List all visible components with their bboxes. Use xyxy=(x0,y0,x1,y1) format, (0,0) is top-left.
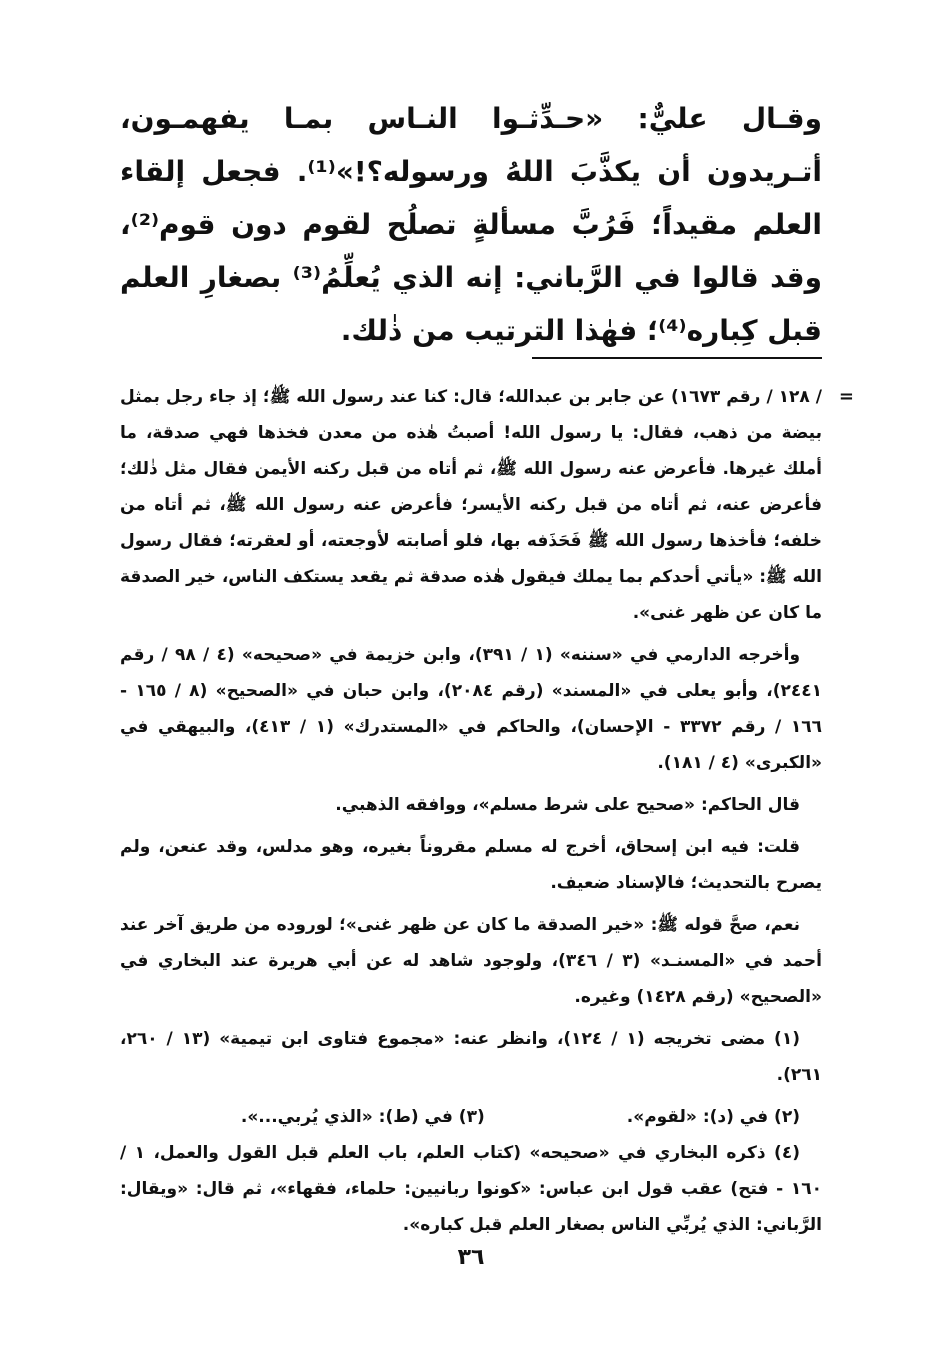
footnote-2-3-row xyxy=(120,1099,822,1135)
footnote-paragraph-takhrij: وأخرجه الدارمي في «سننه» (١ / ٣٩١)، وابن خزيمة في «صحيحه» (٤ / ٩٨ / رقم ٢٤٤١)، وأبو يعلى في «المسند» (رقم ٢٠٨٤)، وابن حبان في «الصحيح» (٨ / ١٦٥ - ١٦٦ / رقم ٣٣٧٢ - الإحسان)، والحاكم في «المستدرك» (١ / ٤١٣)، والبيهقي في «الكبرى» (٤ / ١٨١). xyxy=(120,645,823,773)
footnote-paragraph-qultu: قلت: فيه ابن إسحاق، أخرج له مسلم مقروناً بغيره، وهو مدلس، وقد عنعن، ولم يصرح بالتحديث؛ فالإسناد ضعيف. xyxy=(120,837,822,893)
footnote-divider-wrap xyxy=(120,357,822,379)
footnote-divider xyxy=(532,357,822,359)
footnote-1: (١) مضى تخريجه (١ / ١٢٤)، وانظر عنه: «مجموع فتاوى ابن تيمية» (١٣ / ٢٦٠، ٢٦١). xyxy=(120,1029,822,1085)
footnote-paragraph-naam: نعم، صحَّ قوله ﷺ: «خير الصدقة ما كان عن ظهر غنى»؛ لوروده من طريق آخر عند أحمد في «المسنـد» (٣ / ٣٤٦)، ولوجود شاهد له عن أبي هريرة عند البخاري في «الصحيح» (رقم ١٤٢٨) وغيره. xyxy=(120,915,823,1007)
footnote-2: (٢) في (د): «لقوم». xyxy=(626,1107,800,1127)
page-content xyxy=(120,92,854,1249)
main-text xyxy=(120,92,822,357)
footnote-continuation xyxy=(120,379,854,631)
footnotes xyxy=(120,379,854,1243)
main-paragraph: وقـال عليٌّ: «حـدِّثـوا النـاس بمـا يفهمـون، أتـريدون أن يكذَّبَ اللهُ ورسوله؟!»⁽¹⁾. فجعل إلقاء العلم مقيداً؛ فَرُبَّ مسألةٍ تصلُح لقوم دون قوم⁽²⁾، وقد قالوا في الرَّباني: إنه الذي يُعلِّمُ⁽³⁾ بصغارِ العلم قبل كِباره⁽⁴⁾؛ فهٰذا الترتيب من ذٰلك. xyxy=(120,102,823,347)
footnote-continuation-text: / ١٢٨ / رقم ١٦٧٣) عن جابر بن عبدالله؛ قال: كنا عند رسول الله ﷺ؛ إذ جاء رجل بمثل بيضة من ذهب، فقال: يا رسول الله! أصبتُ هٰذه من معدن فخذها فهي صدقة، ما أملك غيرها. فأعرض عنه رسول الله ﷺ، ثم أتاه من قبل ركنه الأيمن فقال مثل ذٰلك؛ فأعرض عنه، ثم أتاه من قبل ركنه الأيسر؛ فأعرض عنه رسول الله ﷺ، ثم أتاه من خلفه؛ فأخذها رسول الله ﷺ فَحَذَفه بها، فلو أصابته لأوجعته، أو لعقرته؛ فقال رسول الله ﷺ: «يأتي أحدكم بما يملك فيقول هٰذه صدقة ثم يقعد يستكف الناس، خير الصدقة ما كان عن ظهر غنى». xyxy=(120,387,822,623)
page-number: ٣٦ xyxy=(457,1245,485,1270)
footnote-4: (٤) ذكره البخاري في «صحيحه» (كتاب العلم، باب العلم قبل القول والعمل، ١ / ١٦٠ - فتح) عقب قول ابن عباس: «كونوا ربانيين: حلماء، فقهاء»، ثم قال: «ويقال: الرَّباني: الذي يُربِّي الناس بصغار العلم قبل كباره». xyxy=(120,1143,822,1235)
footnote-paragraph-hakim: قال الحاكم: «صحيح على شرط مسلم»، ووافقه الذهبي. xyxy=(335,795,800,815)
continuation-mark: = xyxy=(838,386,854,407)
footnote-3: (٣) في (ط): «الذي يُربي...». xyxy=(240,1107,485,1127)
